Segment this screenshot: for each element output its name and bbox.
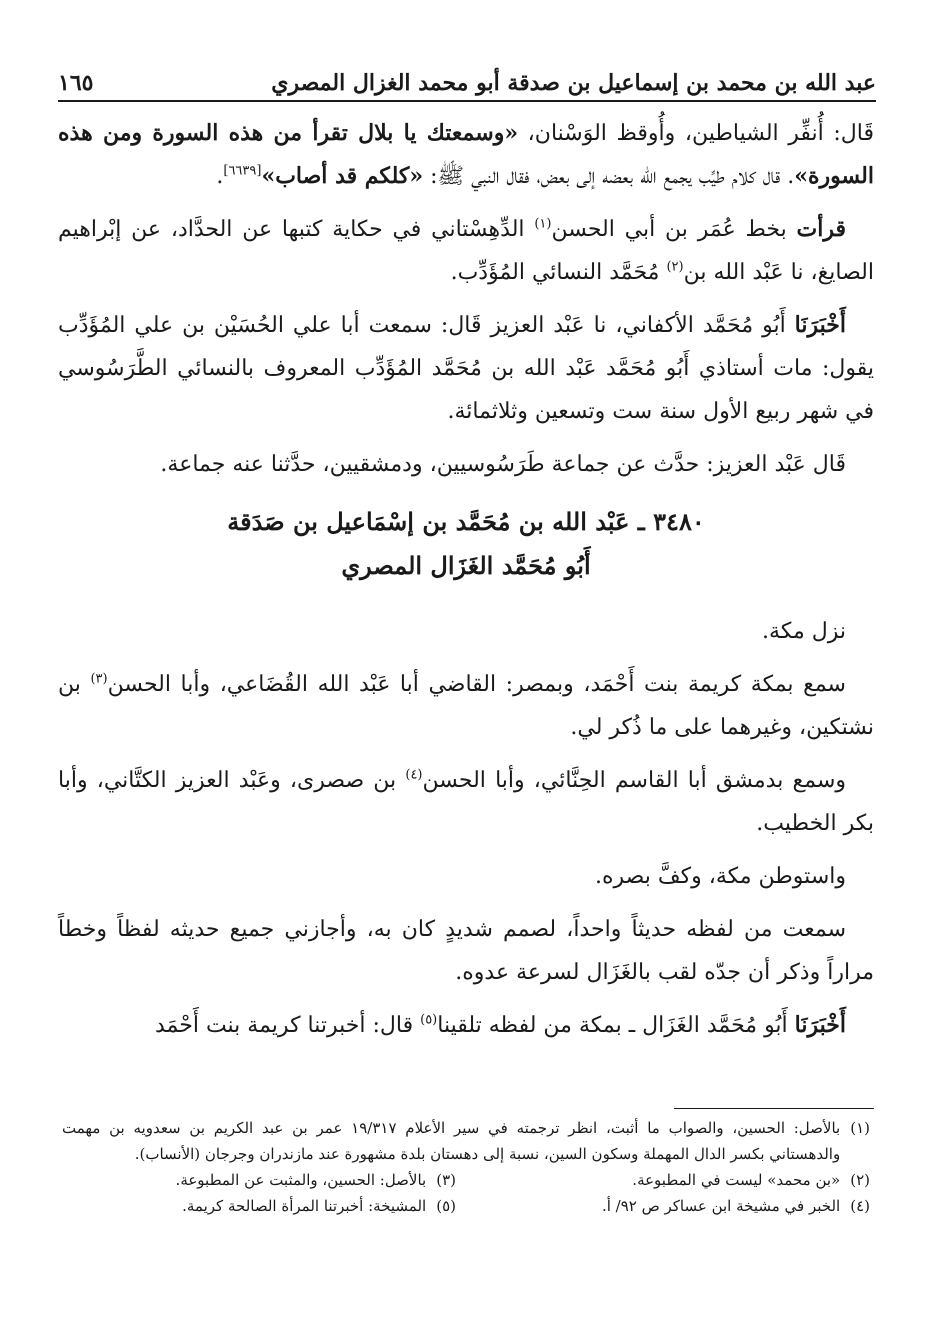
paragraph-3 [58, 304, 874, 433]
p1-text-b: . قال كلام طيِّب يجمع الله بعضه إلى بعض، فقال النبي ﷺ: [423, 164, 795, 189]
footnote-marker-3: (٣) [90, 671, 108, 687]
entry-title [58, 500, 874, 588]
paragraph-6 [58, 663, 874, 749]
running-title: عبد الله بن محمد بن إسماعيل بن صدقة أبو محمد الغزال المصري [271, 70, 876, 96]
p7-text-2: بن صصرى، وعَبْد العزيز الكتَّاني، وأبا بكر الخطيب. [58, 768, 874, 836]
footnote-number: (١) [850, 1119, 870, 1137]
p6-text-2: بن نشتكين، وغيرهما على ما ذُكر لي. [58, 672, 874, 740]
paragraph-2 [58, 208, 874, 294]
paragraph-5: نزل مكة. [762, 619, 846, 644]
footnote-number: (٤) [850, 1197, 870, 1215]
p1-end: . [216, 164, 224, 189]
footnote-text: «بن محمد» ليست في المطبوعة. [632, 1171, 841, 1189]
p1-quote-a: «وسمعتك يا بلال تقرأ من هذه السورة ومن هذه السورة» [58, 120, 874, 189]
p6-text-1: سمع بمكة كريمة بنت أَحْمَد، وبمصر: القاضي أبا عَبْد الله القُضَاعي، وأبا الحسن [107, 672, 846, 697]
footnote-number: (٥) [436, 1197, 456, 1215]
p3-lead-word: أَخْبَرَنَا [794, 312, 846, 338]
p2-text-1: بخط عُمَر بن أبي الحسن [551, 217, 797, 242]
paragraph-4: قَال عَبْد العزيز: حدَّث عن جماعة طَرَسُوسيين، ودمشقيين، حدَّثنا عنه جماعة. [160, 452, 846, 477]
footnote-5 [62, 1193, 456, 1219]
p3-text: أَبُو مُحَمَّد الأكفاني، نا عَبْد العزيز قَال: سمعت أبا علي الحُسَيْن بن علي المُؤَدِّب يقول: مات أستاذي أَبُو مُحَمَّد عَبْد الله بن مُحَمَّد المُؤَدِّب المعروف بالنسائي الطَّرَسُوسي في شهر ربيع الأول سنة ست وتسعين وثلاثمائة. [58, 313, 874, 424]
p2-text-3: مُحَمَّد النسائي المُؤَدِّب. [450, 260, 667, 285]
footnote-3 [62, 1167, 456, 1193]
footnote-marker-5: (٥) [420, 1012, 438, 1028]
page-number: ١٦٥ [58, 70, 94, 96]
footnote-number: (٢) [850, 1171, 870, 1189]
footnote-4 [476, 1193, 870, 1219]
p1-hadith-ref: [٦٦٣٩] [223, 163, 262, 179]
footnote-2 [476, 1167, 870, 1193]
p1-text-a: قَال: أُنفِّر الشياطين، وأُوقظ الوَسْنان، [518, 121, 874, 146]
footnote-marker-1: (١) [534, 216, 552, 232]
p10-text-1: أَبُو مُحَمَّد الغَزَال ـ بمكة من لفظه تلقينا [437, 1013, 795, 1038]
footnote-text: المشيخة: أخبرتنا المرأة الصالحة كريمة. [182, 1197, 427, 1215]
footnote-row-2 [62, 1193, 870, 1219]
footnotes [62, 1115, 870, 1219]
p1-quote-b: «كلكم قد أصاب» [261, 163, 424, 189]
footnote-text: بالأصل: الحسين، والصواب ما أثبت، انظر ترجمته في سير الأعلام ١٩/٣١٧ عمر بن عبد الكريم بن سعدويه بن مهمت والدهستاني بكسر الدال المهملة وسكون السين، نسبة إلى دهستان بلدة مشهورة عند مازندران وجرجان (الأنساب). [62, 1119, 841, 1163]
paragraph-7 [58, 759, 874, 845]
entry-title-line-1: ٣٤٨٠ ـ عَبْد الله بن مُحَمَّد بن إسْمَاعيل بن صَدَقة [227, 507, 705, 536]
page-header [58, 50, 876, 102]
p10-text-2: قال: أخبرتنا كريمة بنت أَحْمَد [154, 1013, 421, 1038]
paragraph-10 [58, 1004, 874, 1047]
footnote-number: (٣) [436, 1171, 456, 1189]
p2-text-2: الدِّهِسْتاني في حكاية كتبها عن الحدَّاد، عن إبْراهيم الصايغ، نا عَبْد الله بن [58, 217, 874, 285]
main-text [58, 112, 874, 1057]
p10-lead-word: أَخْبَرَنَا [794, 1012, 846, 1038]
footnote-row-1 [62, 1167, 870, 1193]
footnote-marker-2: (٢) [666, 259, 684, 275]
paragraph-8: واستوطن مكة، وكفَّ بصره. [595, 864, 846, 889]
footnote-1 [62, 1115, 870, 1167]
footnote-text: الخبر في مشيخة ابن عساكر ص ٩٢/ أ. [601, 1197, 841, 1215]
paragraph-1 [58, 112, 874, 198]
footnote-text: بالأصل: الحسين، والمثبت عن المطبوعة. [175, 1171, 427, 1189]
p7-text-1: وسمع بدمشق أبا القاسم الحِنَّائي، وأبا الحسن [422, 768, 847, 793]
p2-lead-word: قرأت [796, 216, 846, 242]
paragraph-9: سمعت من لفظه حديثاً واحداً، لصمم شديدٍ كان به، وأجازني جميع حديثه لفظاً وخطاً مراراً وذكر أن جدّه لقب بالغَزَال لسرعة عدوه. [58, 917, 874, 985]
footnote-separator [674, 1108, 874, 1109]
footnote-marker-4: (٤) [405, 767, 423, 783]
entry-title-line-2: أَبُو مُحَمَّد الغَزَال المصري [341, 551, 591, 580]
